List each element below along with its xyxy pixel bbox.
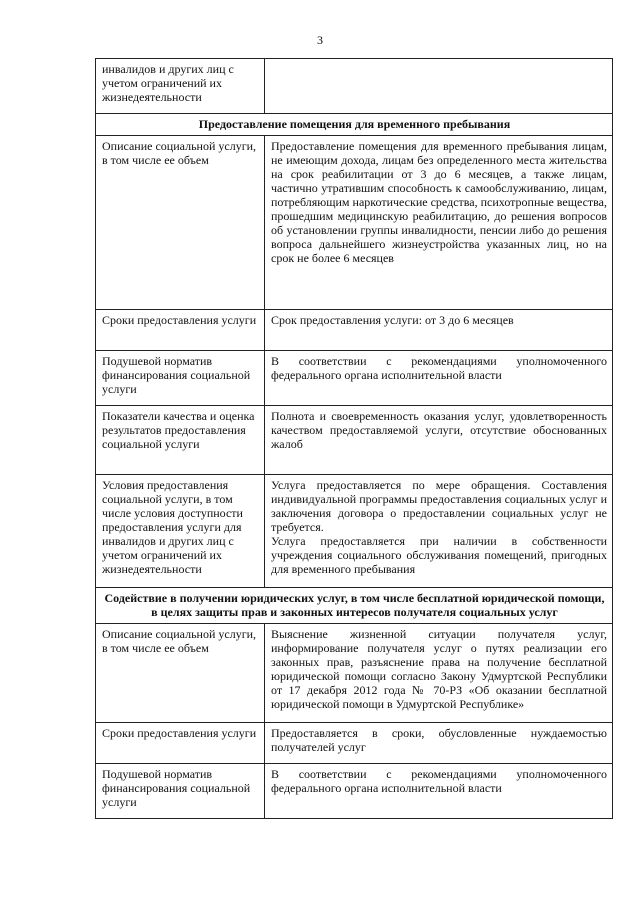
table-row [96,351,613,406]
table-row [96,136,613,310]
row-label: Условия предоставления социальной услуги, в том числе условия доступности предоставления услуги для инвалидов и других лиц с учетом ограничений их жизнедеятельности [96,475,265,588]
row-value: Предоставление помещения для временного пребывания лицам, не имеющим дохода, лицам без определенного места жительства на срок реабилитации от 3 до 6 месяцев, а также лицам, частично утратившим способность к самообслуживанию, лицам, потребляющим наркотические средства, психотропные вещества, прошедшим медицинскую реабилитацию, до решения вопросов об установлении группы инвалидности, пенсии либо до решения вопроса дальнейшего жизнеустройства указанных лиц, но на срок не более 6 месяцев [265,136,613,310]
section-row [96,588,613,624]
row-label: инвалидов и других лиц с учетом ограничений их жизнедеятельности [96,59,265,114]
row-label: Сроки предоставления услуги [96,723,265,764]
table-row [96,723,613,764]
row-value: В соответствии с рекомендациями уполномоченного федерального органа исполнительной власти [265,764,613,819]
row-value: В соответствии с рекомендациями уполномоченного федерального органа исполнительной власти [265,351,613,406]
row-value: Выяснение жизненной ситуации получателя услуг, информирование получателя услуг о путях реализации его законных прав, разъяснение права на получение бесплатной юридической помощи согласно Закону Удмуртской Республики от 17 декабря 2012 года № 70-РЗ «Об оказании бесплатной юридической помощи в Удмуртской Республике» [265,624,613,723]
row-value: Полнота и своевременность оказания услуг, удовлетворенность качеством предоставляемой услуги, отсутствие обоснованных жалоб [265,406,613,475]
page-number: 3 [317,33,323,47]
section-heading: Предоставление помещения для временного пребывания [96,114,613,136]
table-row [96,310,613,351]
table-row [96,59,613,114]
row-value-paragraph: Услуга предоставляется по мере обращения. Составления индивидуальной программы предоставления социальных услуг и заключения договора о предоставлении социальных услуг не требуется. [271,478,607,534]
row-label: Подушевой норматив финансирования социальной услуги [96,764,265,819]
row-value-paragraph: Услуга предоставляется при наличии в собственности учреждения социального обслуживания помещений, пригодных для временного пребывания [271,534,607,576]
row-label: Показатели качества и оценка результатов предоставления социальной услуги [96,406,265,475]
section-row [96,114,613,136]
row-value: Предоставляется в сроки, обусловленные нуждаемостью получателей услуг [265,723,613,764]
row-value [265,59,613,114]
table-row [96,475,613,588]
row-label: Сроки предоставления услуги [96,310,265,351]
row-label: Подушевой норматив финансирования социальной услуги [96,351,265,406]
section-heading: Содействие в получении юридических услуг, в том числе бесплатной юридической помощи, в целях защиты прав и законных интересов получателя социальных услуг [96,588,613,624]
table-row [96,406,613,475]
row-label: Описание социальной услуги, в том числе ее объем [96,624,265,723]
services-table [95,58,613,819]
row-label: Описание социальной услуги, в том числе ее объем [96,136,265,310]
row-value: Срок предоставления услуги: от 3 до 6 месяцев [265,310,613,351]
table-row [96,764,613,819]
row-value [265,475,613,588]
table-row [96,624,613,723]
